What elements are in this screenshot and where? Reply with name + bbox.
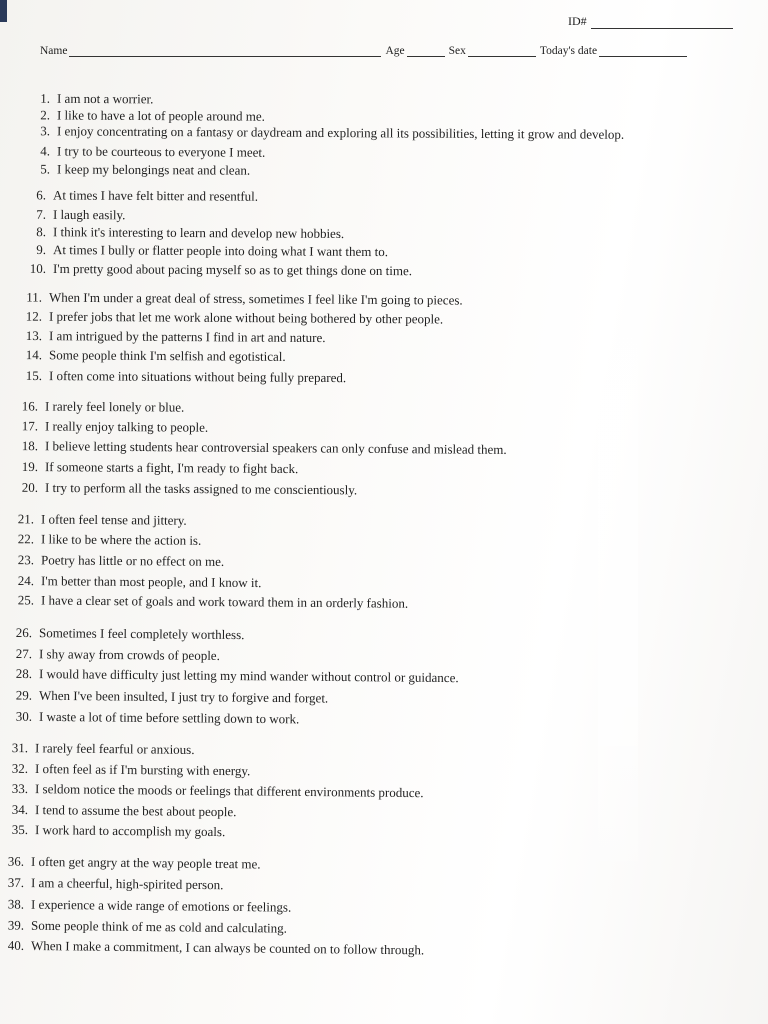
item-number: 33. <box>11 780 29 797</box>
age-blank[interactable] <box>407 44 445 57</box>
sex-label: Sex <box>448 45 466 57</box>
name-blank[interactable] <box>69 44 381 57</box>
list-item <box>10 552 224 570</box>
item-number: 5. <box>40 161 51 177</box>
item-text: I work hard to accomplish my goals. <box>34 822 226 840</box>
item-number: 8. <box>36 224 47 240</box>
list-item <box>26 161 250 178</box>
item-number: 36. <box>7 853 25 869</box>
item-number: 4. <box>40 143 51 159</box>
item-number: 19. <box>21 458 39 475</box>
item-text: I often get angry at the way people treat me. <box>30 853 261 872</box>
item-number: 7. <box>36 206 47 222</box>
item-number: 39. <box>7 917 25 933</box>
item-text: I keep my belongings neat and clean. <box>56 161 251 178</box>
item-text: Sometimes I feel completely worthless. <box>38 625 245 643</box>
item-text: I waste a lot of time before settling down to work. <box>38 708 300 727</box>
list-item <box>4 740 195 758</box>
list-item <box>22 242 388 260</box>
item-number: 17. <box>21 418 39 434</box>
item-text: I believe letting students hear controversial speakers can only confuse and mislead them. <box>44 438 507 457</box>
list-item <box>8 666 459 686</box>
id-field <box>568 14 733 29</box>
item-text: I often feel as if I'm bursting with energy. <box>34 761 251 779</box>
item-number: 1. <box>40 90 51 106</box>
item-number: 28. <box>15 665 33 682</box>
list-item <box>10 592 408 611</box>
item-number: 14. <box>25 347 43 363</box>
item-number: 23. <box>17 552 35 568</box>
item-text: Some people think I'm selfish and egotistical. <box>48 347 286 364</box>
item-text: Poetry has little or no effect on me. <box>40 552 225 569</box>
item-text: I rarely feel fearful or anxious. <box>34 740 195 757</box>
item-number: 15. <box>25 367 43 384</box>
list-item <box>4 761 250 780</box>
item-text: Some people think of me as cold and calculating. <box>30 917 288 936</box>
item-number: 38. <box>7 896 25 912</box>
item-number: 16. <box>21 398 39 414</box>
item-text: I shy away from crowds of people. <box>38 646 220 664</box>
list-item <box>26 123 624 143</box>
item-number: 27. <box>15 646 33 662</box>
list-item <box>18 309 443 328</box>
item-text: I laugh easily. <box>52 206 126 223</box>
respondent-info-row <box>40 44 691 57</box>
item-text: I would have difficulty just letting my mind wander without control or guidance. <box>38 666 459 686</box>
list-item <box>4 802 237 820</box>
item-number: 24. <box>17 572 35 589</box>
item-text: I have a clear set of goals and work toward them in an orderly fashion. <box>40 592 409 611</box>
list-item <box>22 187 258 204</box>
list-item <box>22 207 126 224</box>
date-label: Today's date <box>539 45 598 57</box>
id-label: ID# <box>568 14 587 28</box>
list-item <box>14 438 507 458</box>
list-item <box>0 875 223 894</box>
item-number: 6. <box>36 187 47 203</box>
item-number: 10. <box>29 260 47 276</box>
item-text: I often feel tense and jittery. <box>40 511 187 528</box>
item-text: When I make a commitment, I can always be counted on to follow through. <box>30 937 425 958</box>
item-number: 37. <box>7 874 25 891</box>
item-text: I enjoy concentrating on a fantasy or daydream and exploring all its possibilities, letting it grow and develop. <box>56 123 625 142</box>
list-item <box>0 938 424 959</box>
list-item <box>0 896 291 915</box>
list-item <box>8 687 328 706</box>
item-number: 26. <box>15 624 33 641</box>
list-item <box>26 143 265 160</box>
list-item <box>8 646 220 664</box>
list-item <box>22 224 344 242</box>
list-item <box>26 91 153 108</box>
list-item <box>26 107 265 124</box>
list-item <box>10 531 201 549</box>
item-number: 30. <box>15 708 33 724</box>
item-text: I seldom notice the moods or feelings that different environments produce. <box>34 781 424 801</box>
item-text: I'm better than most people, and I know it. <box>40 573 262 591</box>
item-text: I prefer jobs that let me work alone without being bothered by other people. <box>48 308 444 327</box>
item-text: At times I have felt bitter and resentful. <box>52 187 259 204</box>
item-number: 12. <box>25 308 43 324</box>
list-item <box>4 822 225 840</box>
list-item <box>4 781 424 801</box>
item-number: 21. <box>17 511 35 527</box>
sex-blank[interactable] <box>468 44 536 57</box>
item-number: 29. <box>15 687 33 703</box>
item-number: 13. <box>25 327 43 344</box>
item-number: 2. <box>40 107 51 123</box>
item-number: 35. <box>11 821 29 838</box>
binder-mark <box>0 0 7 22</box>
item-text: I often come into situations without being fully prepared. <box>48 368 347 386</box>
id-blank[interactable] <box>591 16 733 29</box>
list-item <box>8 709 299 728</box>
item-text: I think it's interesting to learn and develop new hobbies. <box>52 224 345 241</box>
item-text: I like to have a lot of people around me. <box>56 107 265 124</box>
list-item <box>14 398 184 415</box>
list-item <box>0 917 287 936</box>
item-number: 3. <box>40 123 51 139</box>
paper-highlight <box>598 180 638 900</box>
list-item <box>10 573 262 591</box>
list-item <box>14 480 357 499</box>
list-item <box>18 347 286 365</box>
item-text: I am not a worrier. <box>56 90 154 107</box>
list-item <box>22 261 412 279</box>
list-item <box>8 625 245 643</box>
item-text: I experience a wide range of emotions or feelings. <box>30 896 292 915</box>
item-text: At times I bully or flatter people into doing what I want them to. <box>52 242 389 260</box>
list-item <box>14 418 208 436</box>
item-text: I try to perform all the tasks assigned to me conscientiously. <box>44 479 358 498</box>
item-number: 11. <box>26 289 43 305</box>
item-text: I really enjoy talking to people. <box>44 418 209 435</box>
date-blank[interactable] <box>599 44 687 57</box>
item-number: 22. <box>17 531 35 547</box>
item-text: When I'm under a great deal of stress, sometimes I feel like I'm going to pieces. <box>48 289 463 308</box>
item-text: If someone starts a fight, I'm ready to fight back. <box>44 459 299 477</box>
item-text: I try to be courteous to everyone I meet. <box>56 143 266 160</box>
list-item <box>18 289 463 308</box>
item-number: 9. <box>36 241 47 258</box>
list-item <box>18 328 326 346</box>
list-item <box>10 511 187 529</box>
list-item <box>18 368 346 386</box>
item-number: 20. <box>21 479 39 495</box>
item-text: I rarely feel lonely or blue. <box>44 398 185 415</box>
item-number: 40. <box>7 937 25 953</box>
list-item <box>14 459 298 477</box>
name-label: Name <box>40 45 68 57</box>
item-text: I'm pretty good about pacing myself so as to get things done on time. <box>52 260 413 279</box>
item-text: I am a cheerful, high-spirited person. <box>30 875 224 893</box>
item-text: When I've been insulted, I just try to forgive and forget. <box>38 687 329 706</box>
item-text: I tend to assume the best about people. <box>34 802 237 820</box>
item-text: I am intrigued by the patterns I find in art and nature. <box>48 328 326 346</box>
item-number: 34. <box>11 801 29 818</box>
age-label: Age <box>385 45 405 57</box>
item-text: I like to be where the action is. <box>40 531 202 548</box>
item-number: 31. <box>11 740 29 756</box>
item-number: 25. <box>17 592 35 608</box>
item-number: 32. <box>11 760 29 776</box>
item-number: 18. <box>21 438 39 454</box>
list-item <box>0 854 261 873</box>
